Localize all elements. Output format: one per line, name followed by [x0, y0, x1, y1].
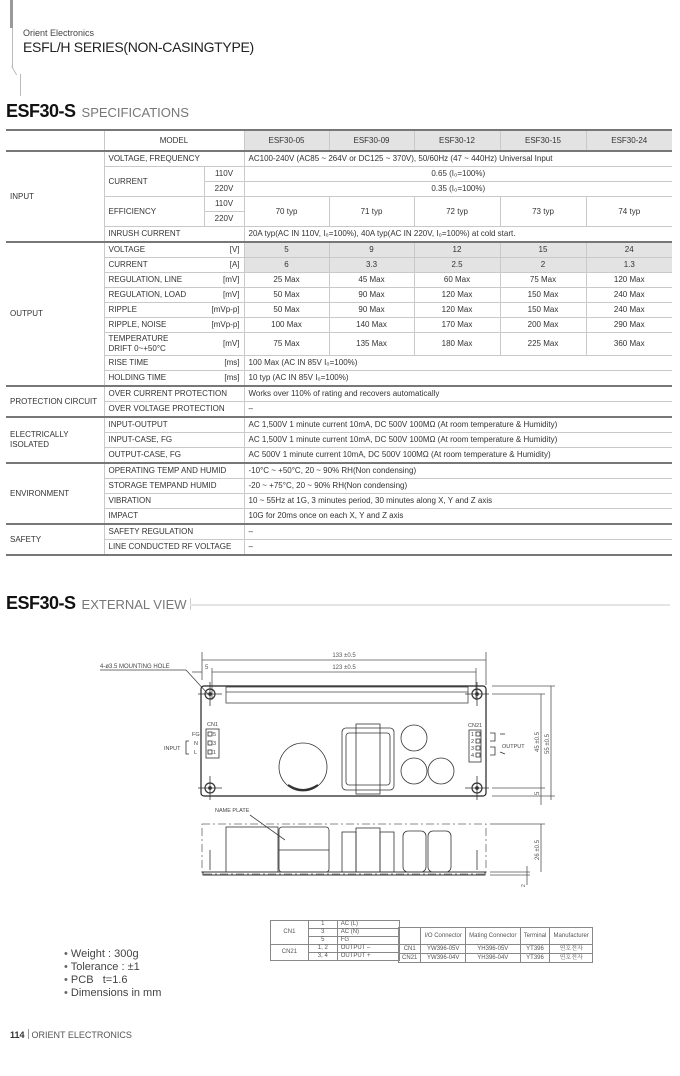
- row-label: CURRENT: [104, 258, 204, 273]
- page-number: 114: [10, 1030, 25, 1040]
- column-header: [399, 928, 421, 945]
- table-row: [6, 273, 672, 288]
- notes-list: [64, 948, 161, 1000]
- row-value: 100 Max (AC IN 85V I₀=100%): [244, 356, 672, 371]
- table-row: [6, 197, 672, 212]
- cell-value: 24: [586, 242, 672, 258]
- sidebar-accent-bar: [10, 0, 13, 28]
- pin-number: 3: [213, 741, 217, 747]
- table-row: [6, 333, 672, 356]
- pin-number: 5: [308, 937, 337, 945]
- row-unit: [mVp-p]: [204, 303, 244, 318]
- spec-table: [6, 129, 672, 556]
- row-value: AC 500V 1 minute current 10mA, DC 500V 100MΩ (At room temperature & Humidity): [244, 448, 672, 464]
- row-label: INPUT-OUTPUT: [104, 417, 244, 433]
- pin-function: OUTPUT +: [337, 953, 399, 961]
- cell: 연호전자: [550, 954, 593, 963]
- name-plate-label: NAME PLATE: [215, 808, 250, 814]
- cell-value: 290 Max: [586, 318, 672, 333]
- connector-table: [398, 927, 593, 963]
- row-label: REGULATION, LOAD: [104, 288, 204, 303]
- cell-value: 360 Max: [586, 333, 672, 356]
- note-item: • Dimensions in mm: [64, 987, 161, 1000]
- cn21-label: CN21: [468, 723, 483, 729]
- pin-number: 5: [213, 732, 217, 738]
- table-row: [6, 479, 672, 494]
- table-row: [399, 945, 593, 954]
- group-label-line: ISOLATED: [10, 440, 49, 449]
- model-header: ESF30-09: [329, 130, 414, 151]
- pin-function: OUTPUT –: [337, 945, 399, 953]
- group-label-line: ELECTRICALLY: [10, 430, 69, 439]
- model-header: ESF30-12: [414, 130, 500, 151]
- cell-value: 135 Max: [329, 333, 414, 356]
- spec-section-title: [6, 101, 189, 122]
- n-label: N: [194, 741, 198, 747]
- cell: CN1: [399, 945, 421, 954]
- cn21-connector: [468, 723, 525, 762]
- table-row: [6, 433, 672, 448]
- heatsink-strip: [226, 687, 468, 703]
- row-label: RIPPLE, NOISE: [104, 318, 204, 333]
- capacitor-band: [288, 785, 318, 790]
- cell-value: 240 Max: [586, 288, 672, 303]
- row-value: 10 typ (AC IN 85V I₀=100%): [244, 371, 672, 387]
- pin-number: 2: [471, 739, 475, 745]
- capacitor-icon: [428, 758, 454, 784]
- cell: CN21: [399, 954, 421, 963]
- table-row: [6, 540, 672, 556]
- table-header-row: [399, 928, 593, 945]
- table-row: [6, 524, 672, 540]
- row-unit: [mV]: [204, 273, 244, 288]
- table-row: [6, 303, 672, 318]
- pin-number: 1: [213, 750, 217, 756]
- table-row: [6, 258, 672, 273]
- row-label: RISE TIME: [104, 356, 204, 371]
- table-row: [6, 356, 672, 371]
- note-item: • Weight : 300g: [64, 948, 161, 961]
- row-unit: [ms]: [204, 371, 244, 387]
- cell-value: 200 Max: [500, 318, 586, 333]
- connector-name: CN1: [271, 921, 309, 945]
- footer-divider: [28, 1029, 29, 1039]
- dim-total-height: 55 ±0.5: [545, 734, 551, 754]
- table-row: [6, 151, 672, 167]
- row-value: 0.35 (I₀=100%): [244, 182, 672, 197]
- table-row: [6, 448, 672, 464]
- group-label-protection: PROTECTION CIRCUIT: [6, 386, 104, 417]
- section-subtitle: SPECIFICATIONS: [81, 105, 189, 120]
- row-value: AC 1,500V 1 minute current 10mA, DC 500V 100MΩ (At room temperature & Humidity): [244, 433, 672, 448]
- row-label: EFFICIENCY: [104, 197, 204, 227]
- row-label: HOLDING TIME: [104, 371, 204, 387]
- table-row: [6, 509, 672, 525]
- cell-value: 180 Max: [414, 333, 500, 356]
- model-name: ESF30-S: [6, 101, 76, 121]
- cell-value: 75 Max: [500, 273, 586, 288]
- table-row: [6, 402, 672, 418]
- pin-number: 3: [471, 746, 475, 752]
- temp-drift-label: TEMPERATURE: [108, 334, 169, 343]
- dim-offset: 5: [205, 665, 209, 671]
- efficiency-value: 71 typ: [329, 197, 414, 227]
- cell-value: 120 Max: [414, 303, 500, 318]
- cell-value: 3.3: [329, 258, 414, 273]
- cell-value: 140 Max: [329, 318, 414, 333]
- group-label-safety: SAFETY: [6, 524, 104, 555]
- table-row: [6, 288, 672, 303]
- row-value: –: [244, 402, 672, 418]
- cell-value: 170 Max: [414, 318, 500, 333]
- model-header: ESF30-05: [244, 130, 329, 151]
- cell: YH396-04V: [466, 954, 521, 963]
- efficiency-value: 72 typ: [414, 197, 500, 227]
- row-label: REGULATION, LINE: [104, 273, 204, 288]
- cell-value: 5: [244, 242, 329, 258]
- cell-value: 1.3: [586, 258, 672, 273]
- pin-number: 3: [308, 929, 337, 937]
- temp-drift-label: DRIFT 0~+50°C: [108, 344, 166, 353]
- table-row: [6, 386, 672, 402]
- series-title: ESFL/H SERIES(NON-CASINGTYPE): [23, 39, 254, 55]
- row-value: Works over 110% of rating and recovers automatically: [244, 386, 672, 402]
- row-label: RIPPLE: [104, 303, 204, 318]
- cell-value: 45 Max: [329, 273, 414, 288]
- table-row: [6, 242, 672, 258]
- row-unit: [A]: [204, 258, 244, 273]
- top-dimensions: [192, 652, 486, 700]
- model-label: MODEL: [104, 130, 244, 151]
- efficiency-value: 73 typ: [500, 197, 586, 227]
- cell: YW396-05V: [421, 945, 466, 954]
- cell-value: 150 Max: [500, 303, 586, 318]
- row-label: VIBRATION: [104, 494, 244, 509]
- voltage-sub-label: 220V: [204, 182, 244, 197]
- row-value: AC 1,500V 1 minute current 10mA, DC 500V 100MΩ (At room temperature & Humidity): [244, 417, 672, 433]
- pin-number: 1: [308, 921, 337, 929]
- board-outline: [201, 686, 486, 796]
- sidebar-line: [20, 74, 21, 96]
- pin-number: 1: [471, 732, 475, 738]
- column-header: Manufacturer: [550, 928, 593, 945]
- row-value: -20 ~ +75°C, 20 ~ 90% RH(Non condensing): [244, 479, 672, 494]
- group-label-output: OUTPUT: [6, 242, 104, 386]
- transformer-icon: [342, 724, 394, 794]
- cell: 연호전자: [550, 945, 593, 954]
- row-value: 10 ~ 55Hz at 1G, 3 minutes period, 30 minutes along X, Y and Z axis: [244, 494, 672, 509]
- model-header: ESF30-15: [500, 130, 586, 151]
- column-header: I/O Connector: [421, 928, 466, 945]
- row-label: OPERATING TEMP AND HUMID: [104, 463, 244, 479]
- external-section-title: [6, 593, 187, 614]
- cn1-connector: [164, 722, 219, 758]
- group-label-environment: ENVIRONMENT: [6, 463, 104, 524]
- table-row: [399, 954, 593, 963]
- section-subtitle: EXTERNAL VIEW: [81, 597, 187, 612]
- cell-value: 90 Max: [329, 303, 414, 318]
- table-row: [6, 417, 672, 433]
- cell-value: 120 Max: [586, 273, 672, 288]
- output-label: OUTPUT: [502, 744, 525, 750]
- cell-value: 15: [500, 242, 586, 258]
- pin-number: 3, 4: [308, 953, 337, 961]
- dim-pcb: 2: [521, 884, 527, 887]
- pin-number: 4: [471, 753, 475, 759]
- l-label: L: [194, 750, 198, 756]
- row-label: INPUT-CASE, FG: [104, 433, 244, 448]
- column-header: Mating Connector: [466, 928, 521, 945]
- fg-label: FG: [192, 732, 200, 738]
- cell-value: 90 Max: [329, 288, 414, 303]
- row-value: –: [244, 524, 672, 540]
- cell: YW396-04V: [421, 954, 466, 963]
- cell-value: 60 Max: [414, 273, 500, 288]
- efficiency-value: 74 typ: [586, 197, 672, 227]
- row-label: VOLTAGE, FREQUENCY: [104, 151, 244, 167]
- table-row: [6, 167, 672, 182]
- row-unit: [ms]: [204, 356, 244, 371]
- section-divider: [190, 604, 670, 606]
- mounting-hole-label: 4-ø3.5 MOUNTING HOLE: [100, 664, 170, 670]
- cell-value: 225 Max: [500, 333, 586, 356]
- table-row: [6, 371, 672, 387]
- sidebar-line: [11, 66, 17, 75]
- cell-value: 9: [329, 242, 414, 258]
- row-label: [104, 333, 204, 356]
- pin-function: AC (N): [337, 929, 399, 937]
- dim-bottom-offset: 5: [535, 791, 541, 795]
- note-item: • PCB t=1.6: [64, 974, 161, 987]
- row-unit: [mVp-p]: [204, 318, 244, 333]
- cell-value: 2.5: [414, 258, 500, 273]
- row-label: STORAGE TEMPAND HUMID: [104, 479, 244, 494]
- row-label: VOLTAGE: [104, 242, 204, 258]
- table-row: [6, 227, 672, 243]
- efficiency-value: 70 typ: [244, 197, 329, 227]
- row-value: -10°C ~ +50°C, 20 ~ 90% RH(Non condensing): [244, 463, 672, 479]
- table-row: [6, 318, 672, 333]
- row-label: OVER VOLTAGE PROTECTION: [104, 402, 244, 418]
- row-unit: [V]: [204, 242, 244, 258]
- cell-value: 120 Max: [414, 288, 500, 303]
- voltage-sub-label: 110V: [204, 167, 244, 182]
- capacitor-icon: [279, 743, 327, 791]
- capacitor-icon: [401, 758, 427, 784]
- row-label: IMPACT: [104, 509, 244, 525]
- pin-number: 1, 2: [308, 945, 337, 953]
- row-value: –: [244, 540, 672, 556]
- table-row: [271, 945, 400, 953]
- cell-value: 2: [500, 258, 586, 273]
- voltage-sub-label: 220V: [204, 212, 244, 227]
- cell: YH396-05V: [466, 945, 521, 954]
- side-dimensions: [490, 824, 545, 887]
- row-value: 20A typ(AC IN 110V, I₀=100%), 40A typ(AC IN 220V, I₀=100%) at cold start.: [244, 227, 672, 243]
- cell-value: 12: [414, 242, 500, 258]
- row-label: OVER CURRENT PROTECTION: [104, 386, 244, 402]
- connector-name: CN21: [271, 945, 309, 961]
- group-label-input: INPUT: [6, 151, 104, 242]
- group-label-isolation: [6, 417, 104, 463]
- row-value: AC100-240V (AC85 ~ 264V or DC125 ~ 370V), 50/60Hz (47 ~ 440Hz) Universal Input: [244, 151, 672, 167]
- dim-total-width: 133 ±0.5: [332, 653, 356, 659]
- dim-hole-height: 45 ±0.5: [535, 732, 541, 752]
- input-label: INPUT: [164, 746, 181, 752]
- side-view: [202, 808, 486, 875]
- row-value: 0.65 (I₀=100%): [244, 167, 672, 182]
- table-row: [271, 921, 400, 929]
- row-label: OUTPUT-CASE, FG: [104, 448, 244, 464]
- column-header: Terminal: [520, 928, 550, 945]
- footer-company: ORIENT ELECTRONICS: [31, 1030, 132, 1040]
- cell-value: 150 Max: [500, 288, 586, 303]
- cell-value: 25 Max: [244, 273, 329, 288]
- row-label: CURRENT: [104, 167, 204, 197]
- external-view-drawing: [0, 640, 680, 910]
- sidebar-line: [12, 28, 13, 68]
- page-footer: [10, 1029, 132, 1040]
- cell-value: 100 Max: [244, 318, 329, 333]
- row-label: INRUSH CURRENT: [104, 227, 244, 243]
- row-unit: [mV]: [204, 333, 244, 356]
- note-item: • Tolerance : ±1: [64, 961, 161, 974]
- table-header-row: [6, 130, 672, 151]
- pin-function: AC (L): [337, 921, 399, 929]
- row-value: 10G for 20ms once on each X, Y and Z axis: [244, 509, 672, 525]
- model-header: ESF30-24: [586, 130, 672, 151]
- row-label: SAFETY REGULATION: [104, 524, 244, 540]
- cell-value: 75 Max: [244, 333, 329, 356]
- table-row: [6, 494, 672, 509]
- cell: YT396: [520, 954, 550, 963]
- row-unit: [mV]: [204, 288, 244, 303]
- table-row: [6, 463, 672, 479]
- cn1-label: CN1: [207, 722, 219, 728]
- cell-value: 50 Max: [244, 303, 329, 318]
- dim-hole-width: 123 ±0.5: [332, 665, 356, 671]
- pin-function: FG: [337, 937, 399, 945]
- cell-value: 50 Max: [244, 288, 329, 303]
- company-name: Orient Electronics: [23, 28, 95, 38]
- capacitor-icon: [401, 725, 427, 751]
- row-label: LINE CONDUCTED RF VOLTAGE: [104, 540, 244, 556]
- cell-value: 6: [244, 258, 329, 273]
- model-name: ESF30-S: [6, 593, 76, 613]
- pin-assignment-table: [270, 920, 400, 961]
- cell: YT396: [520, 945, 550, 954]
- voltage-sub-label: 110V: [204, 197, 244, 212]
- dim-side-height: 26 ±0.5: [535, 840, 541, 860]
- cell-value: 240 Max: [586, 303, 672, 318]
